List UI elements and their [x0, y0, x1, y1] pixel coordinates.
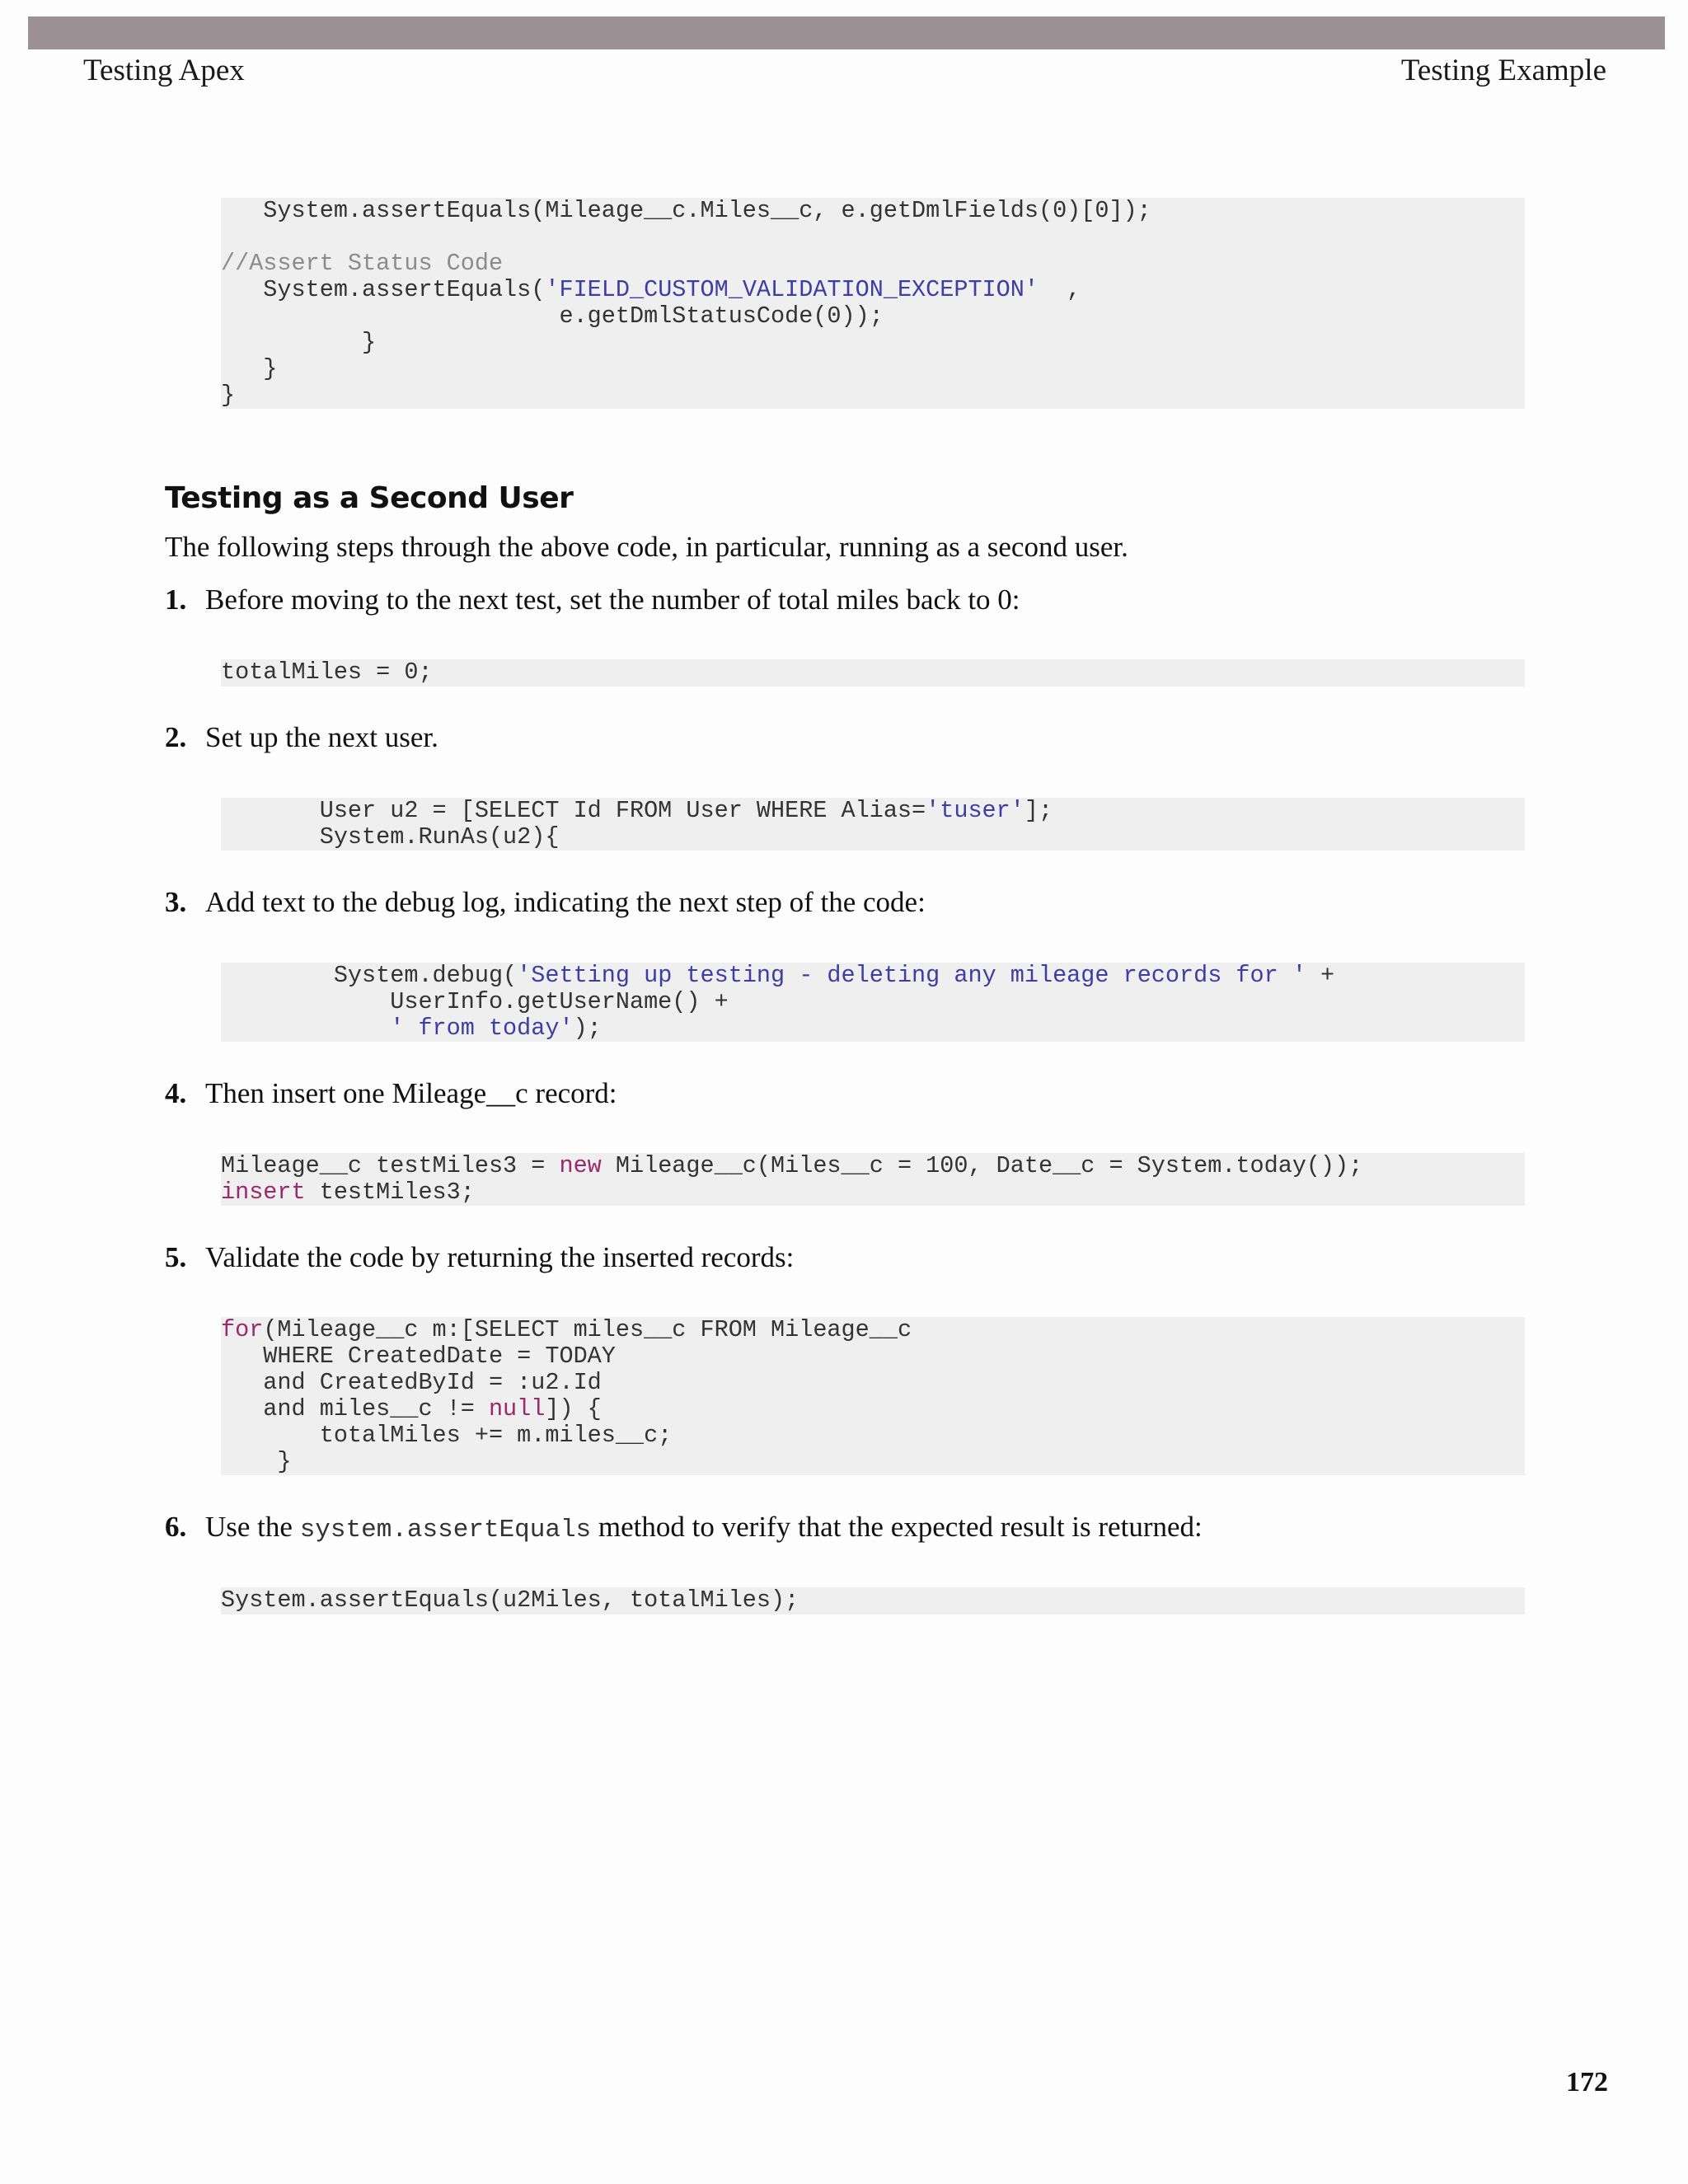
code-text: ]) {: [545, 1395, 602, 1422]
code-line: [221, 1015, 1525, 1042]
code-block-step-4: [221, 1153, 1525, 1206]
section-heading: Testing as a Second User: [165, 481, 574, 515]
code-block-step-6: [221, 1587, 1525, 1615]
step-number: 6.: [165, 1511, 187, 1543]
code-block-step-1: [221, 659, 1525, 687]
code-text: System.assertEquals(Mileage__c.Miles__c, e.getDmlFields(0)[0]);: [221, 198, 1151, 224]
page-number: 172: [1566, 2067, 1608, 2097]
header-bar: [28, 16, 1665, 49]
step-4: [165, 1077, 617, 1110]
step-number: 5.: [165, 1241, 187, 1273]
code-line: [221, 1449, 1525, 1475]
code-line: [221, 382, 1525, 409]
code-text: System.assertEquals(: [221, 276, 546, 303]
step-number: 2.: [165, 721, 187, 753]
code-line: [221, 1396, 1525, 1422]
code-text: +: [1306, 963, 1335, 989]
code-block-step-5: [221, 1317, 1525, 1475]
code-text: System.assertEquals(u2Miles, totalMiles);: [221, 1587, 799, 1614]
step-6: [165, 1511, 1203, 1544]
code-line: [221, 330, 1525, 356]
code-line: [221, 1422, 1525, 1449]
code-line: [221, 1587, 1525, 1614]
code-string: 'tuser': [926, 798, 1025, 824]
code-line: [221, 824, 1525, 851]
code-text: totalMiles += m.miles__c;: [221, 1422, 673, 1449]
code-keyword: for: [221, 1317, 264, 1343]
code-line: [221, 1370, 1525, 1396]
code-text: ];: [1024, 798, 1053, 824]
step-text: Validate the code by returning the inserted records:: [205, 1241, 795, 1273]
code-keyword: new: [559, 1153, 602, 1179]
code-line: [221, 659, 1525, 686]
code-line: [221, 198, 1525, 224]
code-keyword: null: [488, 1395, 546, 1422]
code-line: [221, 1153, 1525, 1179]
code-text: );: [573, 1015, 602, 1042]
code-line: [221, 1179, 1525, 1206]
code-text: }: [221, 355, 278, 382]
step-number: 3.: [165, 886, 187, 918]
intro-paragraph: The following steps through the above code, in particular, running as a second user.: [165, 531, 1128, 563]
code-line: [221, 224, 1525, 251]
code-line: [221, 989, 1525, 1015]
running-header-left: Testing Apex: [83, 54, 245, 87]
code-text: (Mileage__c m:[SELECT miles__c FROM Mileage__c: [263, 1317, 912, 1343]
code-line: [221, 303, 1525, 330]
code-line: [221, 1317, 1525, 1343]
code-string: 'FIELD_CUSTOM_VALIDATION_EXCEPTION': [545, 276, 1039, 303]
step-text: Set up the next user.: [205, 721, 438, 753]
step-text: Add text to the debug log, indicating the next step of the code:: [205, 886, 926, 918]
code-string: ' from today': [390, 1015, 574, 1042]
code-text: System.debug(: [221, 963, 518, 989]
step-2: [165, 721, 438, 754]
code-text: and CreatedById = :u2.Id: [221, 1369, 602, 1396]
step-text: method to verify that the expected result is returned:: [591, 1511, 1203, 1543]
step-5: [165, 1241, 794, 1274]
code-text: ,: [1038, 276, 1081, 303]
code-text: e.getDmlStatusCode(0));: [221, 302, 884, 330]
code-text: and miles__c !=: [221, 1395, 489, 1422]
code-text: WHERE CreatedDate = TODAY: [221, 1343, 616, 1370]
step-text: Then insert one Mileage__c record:: [205, 1077, 617, 1109]
code-text: testMiles3;: [305, 1179, 475, 1206]
code-line: [221, 798, 1525, 824]
code-text: [221, 1015, 390, 1042]
running-header-right: Testing Example: [1400, 54, 1606, 87]
inline-code: system.assertEquals: [299, 1516, 592, 1544]
step-number: 1.: [165, 583, 187, 616]
code-text: Mileage__c testMiles3 =: [221, 1153, 560, 1179]
code-line: [221, 963, 1525, 989]
code-text: }: [221, 382, 236, 409]
code-text: System.RunAs(u2){: [221, 823, 560, 851]
code-text: }: [221, 329, 377, 356]
code-block-step-2: [221, 798, 1525, 851]
code-text: User u2 = [SELECT Id FROM User WHERE Alias=: [221, 798, 926, 824]
code-comment: //Assert Status Code: [221, 250, 504, 277]
code-keyword: insert: [221, 1179, 306, 1206]
code-block-step-3: [221, 963, 1525, 1042]
code-string: 'Setting up testing - deleting any mileage records for ': [517, 963, 1306, 989]
code-text: UserInfo.getUserName() +: [221, 988, 729, 1015]
code-line: [221, 277, 1525, 303]
code-block-top: [221, 198, 1525, 409]
code-line: [221, 251, 1525, 277]
step-number: 4.: [165, 1077, 187, 1109]
code-text: Mileage__c(Miles__c = 100, Date__c = System.today());: [601, 1153, 1363, 1179]
step-1: [165, 583, 1020, 616]
code-text: totalMiles = 0;: [221, 659, 433, 686]
step-text: Use the: [205, 1511, 300, 1543]
code-line: [221, 356, 1525, 382]
step-3: [165, 886, 926, 919]
step-text: Before moving to the next test, set the number of total miles back to 0:: [205, 583, 1020, 616]
code-line: [221, 1343, 1525, 1370]
code-text: }: [221, 1448, 292, 1475]
